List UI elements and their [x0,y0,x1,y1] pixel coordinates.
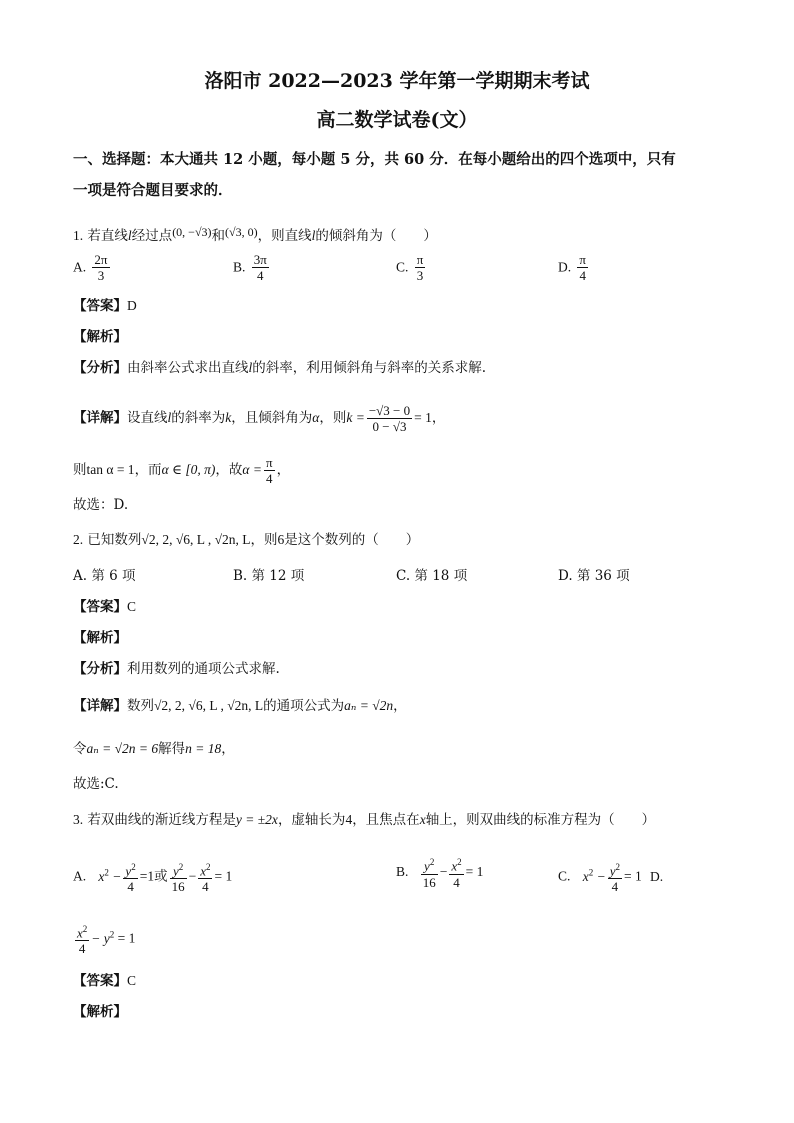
q1-option-a-frac: $\frac{2\pi}{3}$ [94,252,108,283]
q1-analysis-label: 【解析】 [73,329,127,345]
q1-option-d-frac: $\frac{\pi}{4}$ [579,252,586,283]
q1-xiangjie: 【详解】设直线l的斜率为k，且倾斜角为α，则k = $\frac{-√3 - 0}{0 - √3}$ = 1， [73,403,446,434]
q1-conclusion: 故选：D. [73,497,129,513]
q2-xiangjie: 【详解】数列√2, 2, √6, L , √2n, L的通项公式为aₙ = √2n， [73,698,407,714]
q1-option-b-frac: $\frac{3\pi}{4}$ [253,252,267,283]
sequence: √2, 2, √6, L , √2n, L [141,532,251,547]
q1-fenxi: 【分析】由斜率公式求出直线l的斜率，利用倾斜角与斜率的关系求解. [73,360,487,376]
q3-option-a: A. $x^2$ − $\frac{y^2}{4}$ =1或 $\frac{y^2}{16}$ − $\frac{x^2}{4}$ = 1 [73,861,233,895]
q2-option-b: B. 第 12 项 [233,568,305,584]
point-1: (0, −√3) [172,225,212,239]
question-2-stem: 2. 已知数列√2, 2, √6, L , √2n, L，则6是这个数列的（ ） [73,532,420,548]
q1-xiangjie-line2: 则tan α = 1，而α ∈ [0, π)，故α = $\frac{\pi}{4}$ ， [73,455,291,486]
q3-option-b: B. $\frac{y^2}{16}$ − $\frac{x^2}{4}$ = 1 [396,857,484,890]
q2-xiangjie-line2: 令aₙ = √2n = 6解得n = 18， [73,741,235,757]
point-2: (√3, 0) [225,225,258,239]
q3-option-c: C. $x^2$ − $\frac{y^2}{4}$ = 1 D. [558,861,664,895]
q2-answer: 【答案】C [73,599,137,615]
q2-analysis-label: 【解析】 [73,630,127,646]
q1-option-a: A. $\frac{2\pi}{3}$ [73,252,108,283]
q2-fenxi: 【分析】利用数列的通项公式求解. [73,661,280,677]
alpha-fraction: $\frac{\pi}{4}$ [265,455,273,486]
q2-conclusion: 故选:C. [73,776,119,792]
question-3-stem: 3. 若双曲线的渐近线方程是y = ±2x，虚轴长为4，且焦点在x轴上，则双曲线的标准方程为（ ） [73,812,656,828]
section-header-line1: 一、选择题：本大通共 12 小题，每小题 5 分，共 60 分．在每小题给出的四个选项中，只有 [73,151,676,168]
q3-analysis-label: 【解析】 [73,1004,127,1020]
q1-option-b: B. $\frac{3\pi}{4}$ [233,252,267,283]
q2-option-a: A. 第 6 项 [73,568,136,584]
section-header-line2: 一项是符合题目要求的． [73,182,233,199]
question-1-stem: 1. 若直线l经过点(0, −√3)和(√3, 0)，则直线l的倾斜角为（ ） [73,225,437,244]
q1-answer: 【答案】D [73,298,137,314]
q1-option-d: D. $\frac{\pi}{4}$ [558,252,586,283]
q1-option-c: C. $\frac{\pi}{3}$ [396,252,424,283]
exam-title: 洛阳市 2022—2023 学年第一学期期末考试 [204,70,590,92]
exam-subtitle: 高二数学试卷(文） [316,109,478,131]
q3-option-d: $\frac{x^2}{4}$ − $y^2 = 1$ [77,923,136,957]
slope-fraction: $\frac{-√3 - 0}{0 - √3}$ [368,403,411,434]
q2-option-c: C. 第 18 项 [396,568,468,584]
q2-option-d: D. 第 36 项 [558,568,630,584]
q3-answer: 【答案】C [73,973,137,989]
q1-option-c-frac: $\frac{\pi}{3}$ [416,252,424,283]
